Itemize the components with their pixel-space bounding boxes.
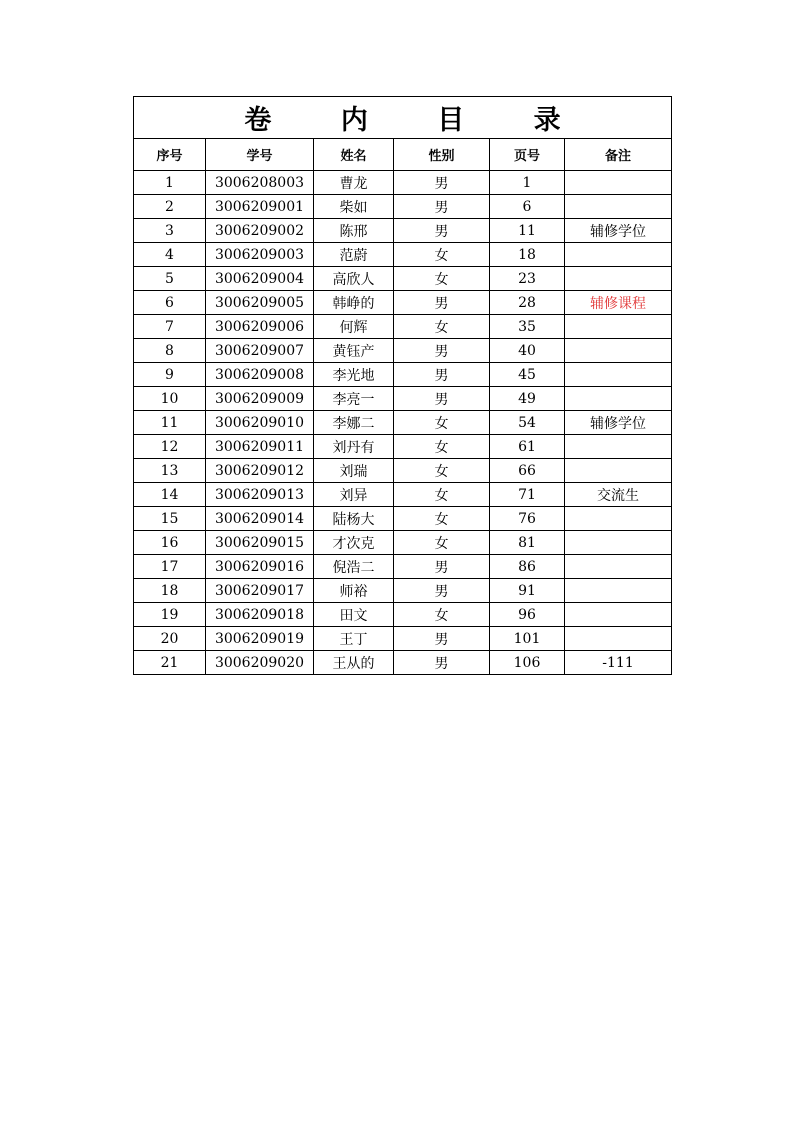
note-cell: 辅修学位 — [565, 219, 672, 243]
note-cell — [565, 195, 672, 219]
table-row — [134, 171, 672, 195]
gender-cell: 男 — [394, 579, 490, 603]
seq-cell: 8 — [134, 339, 206, 363]
seq-cell: 3 — [134, 219, 206, 243]
title-row — [134, 97, 672, 139]
page-cell: 66 — [490, 459, 565, 483]
student-id-cell: 3006209011 — [206, 435, 314, 459]
table-row — [134, 435, 672, 459]
gender-cell: 男 — [394, 219, 490, 243]
student-id-cell: 3006209017 — [206, 579, 314, 603]
seq-cell: 7 — [134, 315, 206, 339]
header-student-id: 学号 — [206, 139, 314, 171]
student-id-cell: 3006209020 — [206, 651, 314, 675]
name-cell: 高欣人 — [314, 267, 394, 291]
seq-cell: 17 — [134, 555, 206, 579]
student-id-cell: 3006209007 — [206, 339, 314, 363]
name-cell: 李娜二 — [314, 411, 394, 435]
page-cell: 18 — [490, 243, 565, 267]
student-id-cell: 3006209012 — [206, 459, 314, 483]
page-cell: 35 — [490, 315, 565, 339]
note-cell: 辅修学位 — [565, 411, 672, 435]
name-cell: 刘丹有 — [314, 435, 394, 459]
student-id-cell: 3006209015 — [206, 531, 314, 555]
gender-cell: 男 — [394, 651, 490, 675]
seq-cell: 9 — [134, 363, 206, 387]
student-id-cell: 3006209018 — [206, 603, 314, 627]
table-row — [134, 387, 672, 411]
gender-cell: 男 — [394, 363, 490, 387]
page-cell: 101 — [490, 627, 565, 651]
page-cell: 6 — [490, 195, 565, 219]
name-cell: 田文 — [314, 603, 394, 627]
student-id-cell: 3006209010 — [206, 411, 314, 435]
name-cell: 陈邢 — [314, 219, 394, 243]
gender-cell: 女 — [394, 459, 490, 483]
seq-cell: 11 — [134, 411, 206, 435]
student-id-cell: 3006209019 — [206, 627, 314, 651]
note-cell — [565, 459, 672, 483]
page-cell: 45 — [490, 363, 565, 387]
name-cell: 何辉 — [314, 315, 394, 339]
table-row — [134, 459, 672, 483]
seq-cell: 13 — [134, 459, 206, 483]
note-cell: -111 — [565, 651, 672, 675]
table-row — [134, 555, 672, 579]
seq-cell: 15 — [134, 507, 206, 531]
gender-cell: 女 — [394, 531, 490, 555]
header-gender: 性别 — [394, 139, 490, 171]
name-cell: 曹龙 — [314, 171, 394, 195]
gender-cell: 女 — [394, 243, 490, 267]
page-cell: 86 — [490, 555, 565, 579]
table-row — [134, 411, 672, 435]
gender-cell: 女 — [394, 435, 490, 459]
seq-cell: 4 — [134, 243, 206, 267]
seq-cell: 1 — [134, 171, 206, 195]
gender-cell: 男 — [394, 555, 490, 579]
note-cell — [565, 315, 672, 339]
gender-cell: 男 — [394, 171, 490, 195]
page-cell: 71 — [490, 483, 565, 507]
name-cell: 王从的 — [314, 651, 394, 675]
note-cell — [565, 171, 672, 195]
catalog-body — [134, 171, 672, 675]
student-id-cell: 3006209005 — [206, 291, 314, 315]
table-row — [134, 267, 672, 291]
seq-cell: 19 — [134, 603, 206, 627]
table-row — [134, 651, 672, 675]
student-id-cell: 3006209004 — [206, 267, 314, 291]
table-row — [134, 531, 672, 555]
student-id-cell: 3006209009 — [206, 387, 314, 411]
name-cell: 韩峥的 — [314, 291, 394, 315]
note-cell — [565, 579, 672, 603]
note-cell — [565, 507, 672, 531]
table-row — [134, 507, 672, 531]
seq-cell: 16 — [134, 531, 206, 555]
note-cell: 辅修课程 — [565, 291, 672, 315]
catalog-table — [133, 96, 672, 675]
student-id-cell: 3006209014 — [206, 507, 314, 531]
page-cell: 54 — [490, 411, 565, 435]
seq-cell: 6 — [134, 291, 206, 315]
table-row — [134, 627, 672, 651]
name-cell: 才次克 — [314, 531, 394, 555]
note-cell — [565, 243, 672, 267]
name-cell: 刘异 — [314, 483, 394, 507]
seq-cell: 2 — [134, 195, 206, 219]
gender-cell: 女 — [394, 411, 490, 435]
gender-cell: 女 — [394, 315, 490, 339]
header-note: 备注 — [565, 139, 672, 171]
name-cell: 李亮一 — [314, 387, 394, 411]
student-id-cell: 3006209002 — [206, 219, 314, 243]
note-cell — [565, 627, 672, 651]
page-cell: 106 — [490, 651, 565, 675]
gender-cell: 男 — [394, 291, 490, 315]
name-cell: 倪浩二 — [314, 555, 394, 579]
note-cell — [565, 531, 672, 555]
note-cell — [565, 435, 672, 459]
gender-cell: 男 — [394, 195, 490, 219]
table-row — [134, 243, 672, 267]
table-row — [134, 579, 672, 603]
name-cell: 黄钰产 — [314, 339, 394, 363]
student-id-cell: 3006209001 — [206, 195, 314, 219]
seq-cell: 21 — [134, 651, 206, 675]
student-id-cell: 3006209003 — [206, 243, 314, 267]
name-cell: 李光地 — [314, 363, 394, 387]
note-cell — [565, 555, 672, 579]
table-row — [134, 195, 672, 219]
table-row — [134, 363, 672, 387]
note-cell — [565, 267, 672, 291]
seq-cell: 20 — [134, 627, 206, 651]
name-cell: 王丁 — [314, 627, 394, 651]
note-cell — [565, 603, 672, 627]
table-row — [134, 219, 672, 243]
page-cell: 11 — [490, 219, 565, 243]
page-cell: 91 — [490, 579, 565, 603]
gender-cell: 女 — [394, 603, 490, 627]
student-id-cell: 3006208003 — [206, 171, 314, 195]
page-cell: 96 — [490, 603, 565, 627]
name-cell: 柴如 — [314, 195, 394, 219]
gender-cell: 男 — [394, 387, 490, 411]
table-row — [134, 483, 672, 507]
page-cell: 76 — [490, 507, 565, 531]
gender-cell: 男 — [394, 339, 490, 363]
header-seq: 序号 — [134, 139, 206, 171]
note-cell — [565, 387, 672, 411]
header-page: 页号 — [490, 139, 565, 171]
page-cell: 81 — [490, 531, 565, 555]
page-cell: 61 — [490, 435, 565, 459]
table-row — [134, 291, 672, 315]
page-cell: 23 — [490, 267, 565, 291]
note-cell — [565, 363, 672, 387]
page-cell: 28 — [490, 291, 565, 315]
gender-cell: 女 — [394, 507, 490, 531]
table-row — [134, 339, 672, 363]
header-row — [134, 139, 672, 171]
gender-cell: 女 — [394, 483, 490, 507]
document-title: 卷 内 目 录 — [134, 97, 672, 139]
seq-cell: 12 — [134, 435, 206, 459]
table-row — [134, 315, 672, 339]
gender-cell: 男 — [394, 627, 490, 651]
table-row — [134, 603, 672, 627]
student-id-cell: 3006209013 — [206, 483, 314, 507]
seq-cell: 14 — [134, 483, 206, 507]
page-cell: 40 — [490, 339, 565, 363]
seq-cell: 10 — [134, 387, 206, 411]
note-cell — [565, 339, 672, 363]
student-id-cell: 3006209008 — [206, 363, 314, 387]
note-cell: 交流生 — [565, 483, 672, 507]
name-cell: 师裕 — [314, 579, 394, 603]
name-cell: 刘瑞 — [314, 459, 394, 483]
seq-cell: 5 — [134, 267, 206, 291]
header-name: 姓名 — [314, 139, 394, 171]
student-id-cell: 3006209006 — [206, 315, 314, 339]
page-cell: 49 — [490, 387, 565, 411]
page-cell: 1 — [490, 171, 565, 195]
name-cell: 陆杨大 — [314, 507, 394, 531]
student-id-cell: 3006209016 — [206, 555, 314, 579]
name-cell: 范蔚 — [314, 243, 394, 267]
gender-cell: 女 — [394, 267, 490, 291]
seq-cell: 18 — [134, 579, 206, 603]
